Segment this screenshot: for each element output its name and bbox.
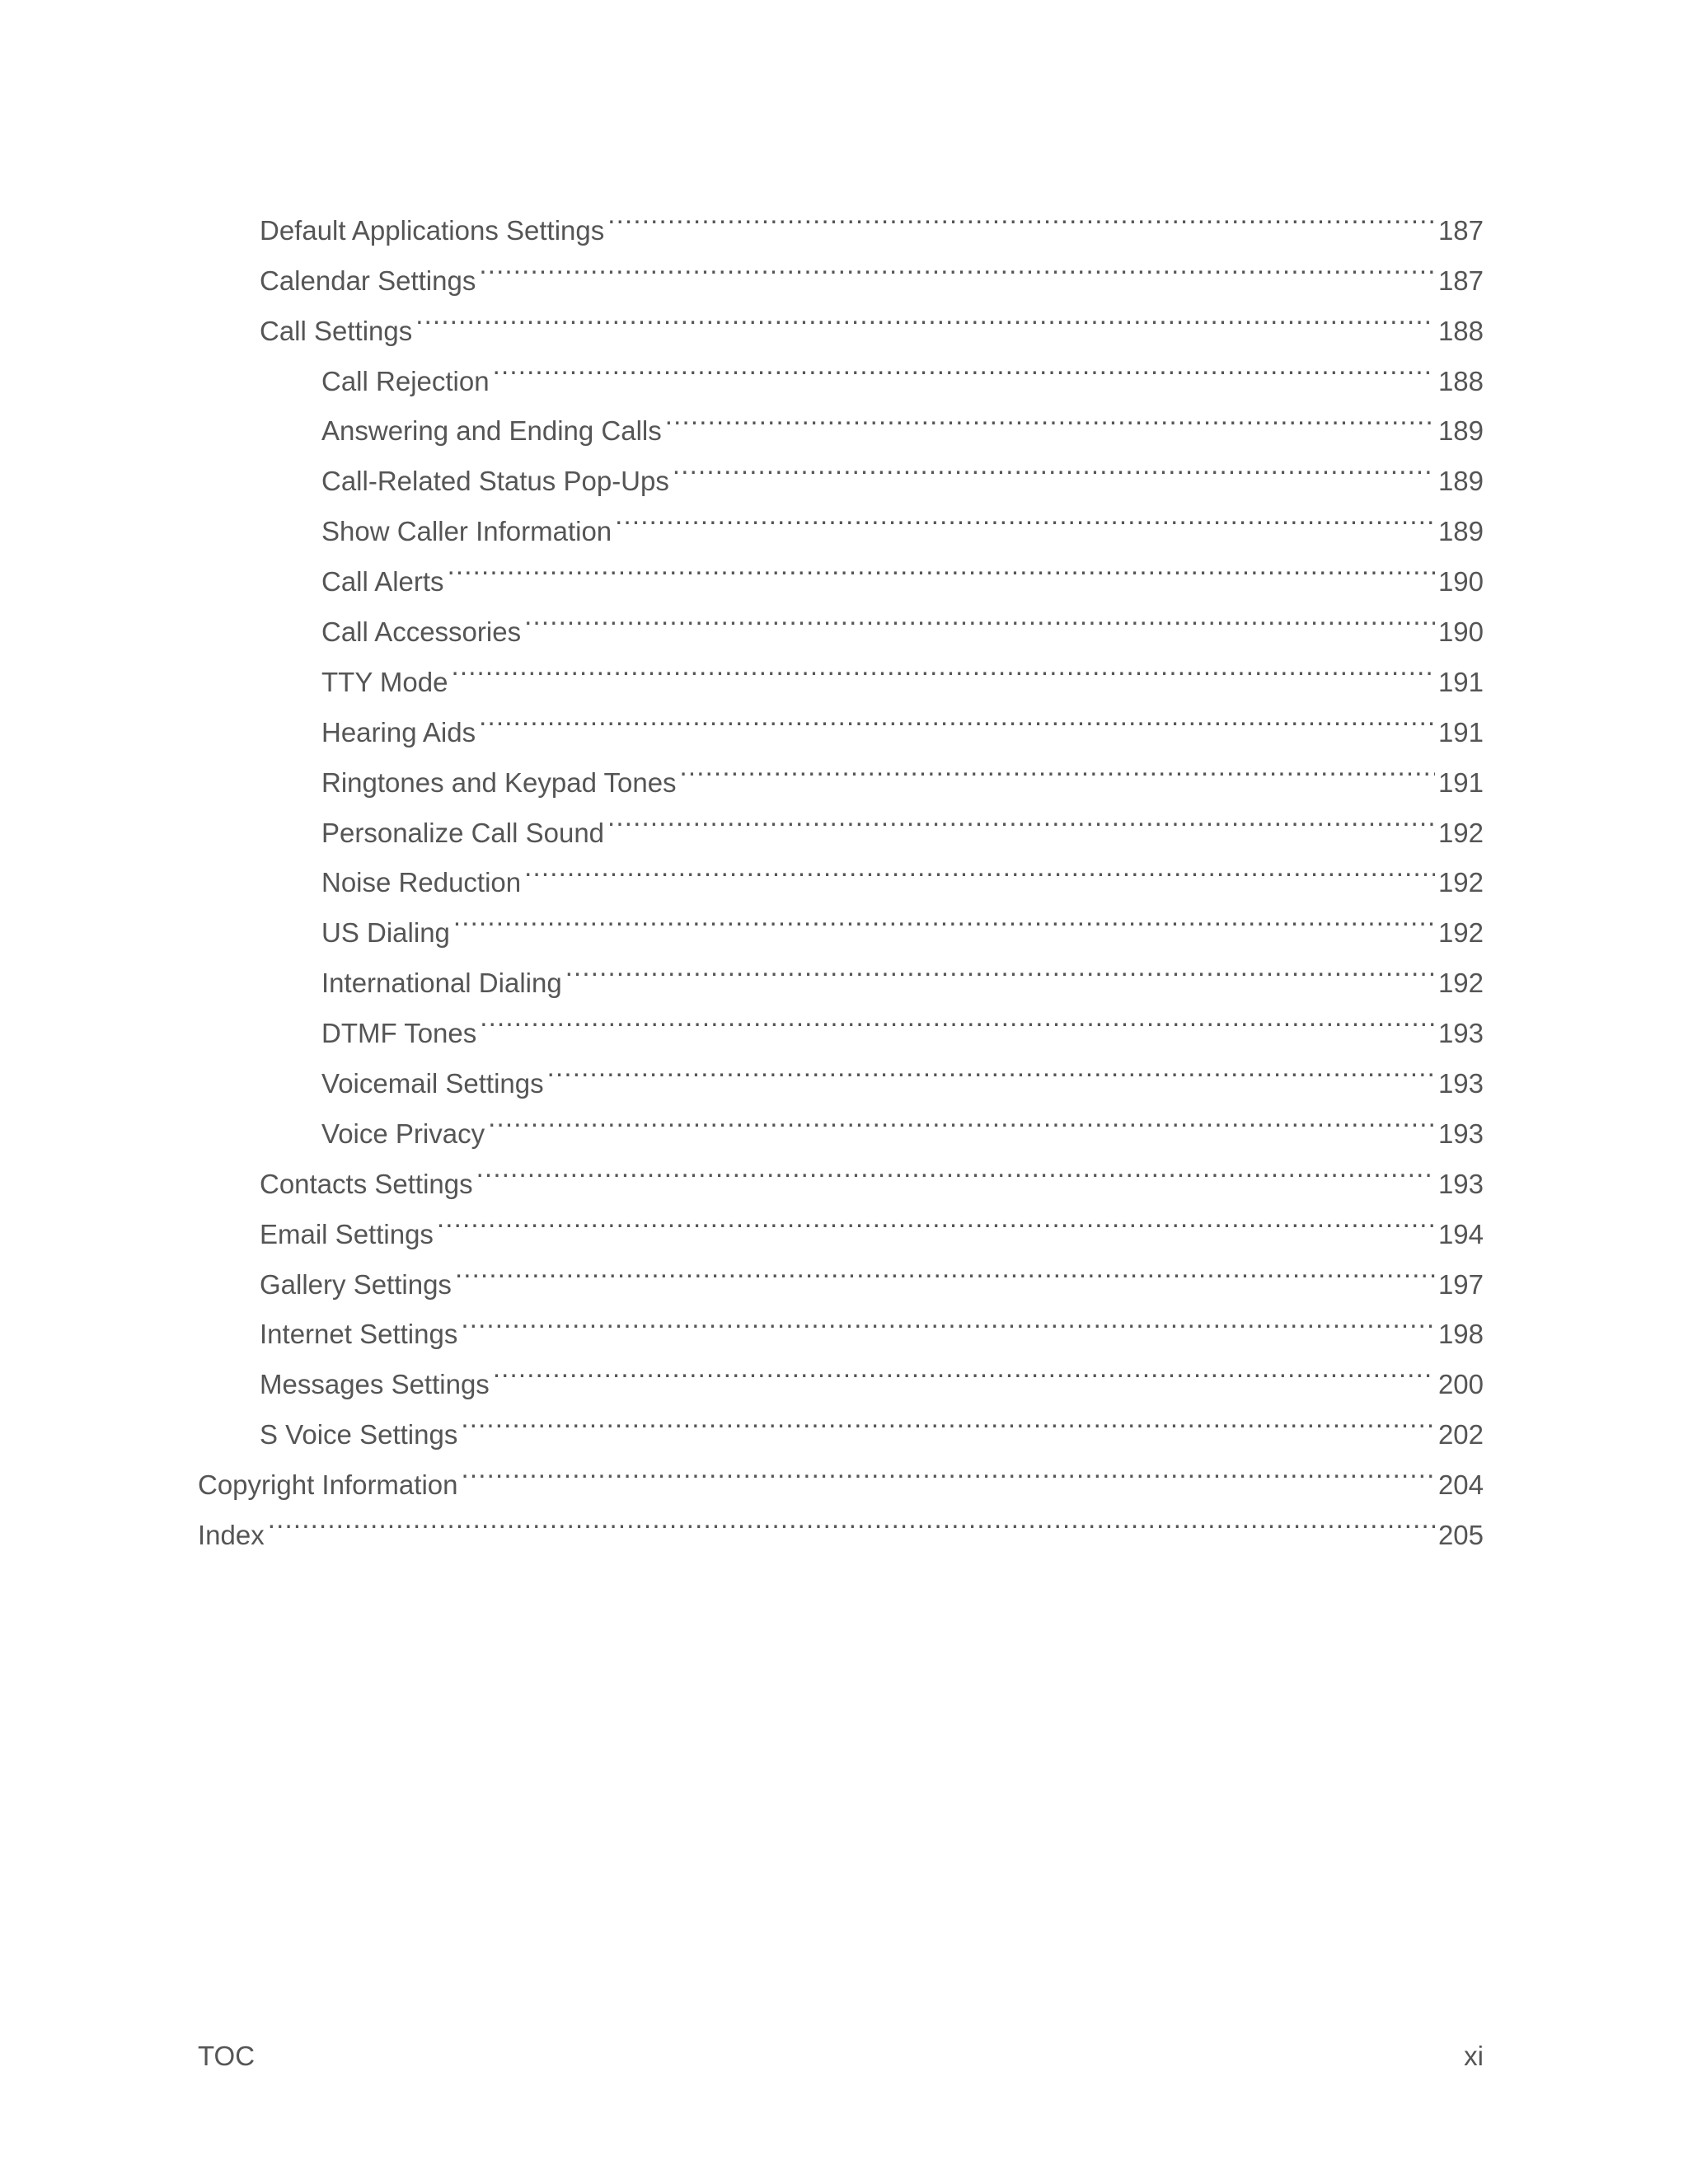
- toc-entry-title: Show Caller Information: [321, 516, 612, 547]
- toc-dot-leader: [479, 240, 1435, 290]
- toc-dot-leader: [493, 340, 1435, 391]
- toc-entry[interactable]: [198, 1494, 1484, 1551]
- toc-entry-page-number: 193: [1437, 1018, 1484, 1049]
- toc-entry-title: Call Accessories: [321, 616, 522, 648]
- toc-dot-leader: [415, 290, 1435, 340]
- toc-dot-leader: [547, 1043, 1435, 1093]
- toc-entry-title: Internet Settings: [260, 1319, 458, 1350]
- toc-entry-title: Copyright Information: [198, 1469, 458, 1501]
- footer-page-number: xi: [1464, 2041, 1484, 2071]
- page-footer: [198, 2040, 1484, 2073]
- toc-dot-leader: [607, 190, 1435, 240]
- toc-dot-leader: [268, 1494, 1435, 1544]
- toc-entry-title: Messages Settings: [260, 1369, 490, 1400]
- toc-entry-title: Contacts Settings: [260, 1168, 473, 1199]
- toc-entry-page-number: 193: [1437, 1068, 1484, 1099]
- toc-entry-page-number: 202: [1437, 1419, 1484, 1451]
- toc-entry-title: Voice Privacy: [321, 1118, 485, 1149]
- toc-entry-page-number: 187: [1437, 265, 1484, 296]
- toc-entry-page-number: 198: [1437, 1319, 1484, 1350]
- toc-dot-leader: [488, 1093, 1435, 1143]
- toc-dot-leader: [451, 641, 1434, 691]
- toc-dot-leader: [607, 792, 1435, 842]
- toc-dot-leader: [673, 440, 1435, 490]
- toc-entry-page-number: 192: [1437, 817, 1484, 848]
- toc-entry-page-number: 190: [1437, 566, 1484, 598]
- toc-entry-title: Ringtones and Keypad Tones: [321, 766, 677, 798]
- toc-entry-page-number: 192: [1437, 867, 1484, 898]
- toc-entry-page-number: 192: [1437, 968, 1484, 999]
- toc-entry-page-number: 204: [1437, 1469, 1484, 1501]
- toc-dot-leader: [461, 1444, 1434, 1494]
- toc-entry-title: Gallery Settings: [260, 1268, 452, 1300]
- toc-dot-leader: [524, 842, 1435, 893]
- toc-dot-leader: [565, 942, 1435, 992]
- toc-entry-page-number: 188: [1437, 365, 1484, 396]
- toc-dot-leader: [437, 1193, 1435, 1244]
- toc-dot-leader: [665, 391, 1435, 441]
- toc-entry-page-number: 189: [1437, 466, 1484, 497]
- toc-entry-title: Index: [198, 1520, 265, 1551]
- toc-dot-leader: [524, 591, 1435, 641]
- toc-entry-title: Email Settings: [260, 1218, 434, 1249]
- toc-entry-title: Call Rejection: [321, 365, 490, 396]
- toc-entry-title: DTMF Tones: [321, 1018, 477, 1049]
- toc-dot-leader: [480, 992, 1435, 1043]
- toc-entry-title: Hearing Aids: [321, 716, 476, 748]
- toc-dot-leader: [453, 892, 1435, 942]
- toc-entry-page-number: 189: [1437, 516, 1484, 547]
- toc-entry-title: Call Settings: [260, 315, 413, 346]
- toc-dot-leader: [479, 691, 1435, 742]
- toc-entry-page-number: 191: [1437, 716, 1484, 748]
- toc-entry-title: TTY Mode: [321, 666, 448, 697]
- toc-entry-title: US Dialing: [321, 917, 450, 949]
- toc-entry-title: Noise Reduction: [321, 867, 522, 898]
- toc-entry-page-number: 190: [1437, 616, 1484, 648]
- toc-entry-page-number: 191: [1437, 766, 1484, 798]
- toc-dot-leader: [476, 1143, 1435, 1193]
- toc-entry-title: Calendar Settings: [260, 265, 476, 296]
- toc-entry-title: International Dialing: [321, 968, 562, 999]
- toc-entry-page-number: 193: [1437, 1168, 1484, 1199]
- toc-entry-page-number: 193: [1437, 1118, 1484, 1149]
- toc-dot-leader: [448, 541, 1435, 591]
- toc-dot-leader: [493, 1343, 1435, 1394]
- toc-entry-title: Call Alerts: [321, 566, 444, 598]
- toc-entry-page-number: 197: [1437, 1268, 1484, 1300]
- toc-entry-title: Default Applications Settings: [260, 214, 605, 246]
- table-of-contents: [198, 190, 1484, 1551]
- toc-dot-leader: [461, 1394, 1435, 1444]
- toc-entry-page-number: 187: [1437, 214, 1484, 246]
- footer-section-label: TOC: [198, 2041, 256, 2071]
- toc-entry-page-number: 192: [1437, 917, 1484, 949]
- toc-entry-title: Personalize Call Sound: [321, 817, 605, 848]
- toc-dot-leader: [455, 1244, 1435, 1294]
- toc-entry[interactable]: [198, 190, 1484, 246]
- toc-entry-title: Answering and Ending Calls: [321, 415, 662, 447]
- toc-entry-title: Call-Related Status Pop-Ups: [321, 466, 669, 497]
- toc-dot-leader: [680, 742, 1435, 792]
- toc-entry-title: S Voice Settings: [260, 1419, 458, 1451]
- toc-entry-page-number: 188: [1437, 315, 1484, 346]
- toc-entry-page-number: 205: [1437, 1520, 1484, 1551]
- toc-dot-leader: [461, 1294, 1435, 1344]
- toc-entry-page-number: 191: [1437, 666, 1484, 697]
- toc-entry-title: Voicemail Settings: [321, 1068, 544, 1099]
- toc-entry-page-number: 200: [1437, 1369, 1484, 1400]
- toc-entry-page-number: 194: [1437, 1218, 1484, 1249]
- toc-dot-leader: [615, 490, 1435, 541]
- toc-entry-page-number: 189: [1437, 415, 1484, 447]
